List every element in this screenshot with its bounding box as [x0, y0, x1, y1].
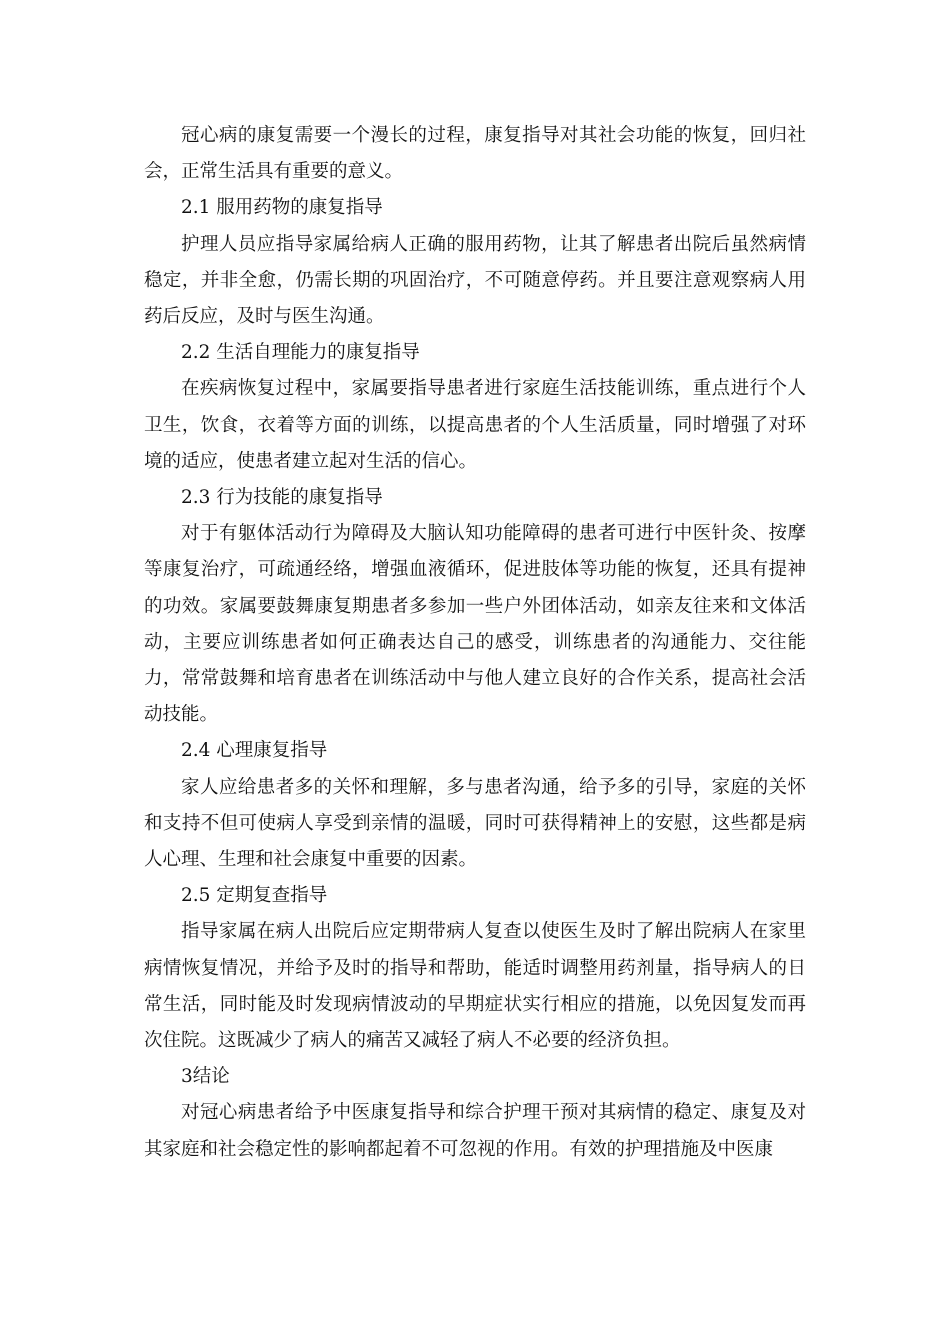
- section-heading-2-1: 2.1 服用药物的康复指导: [181, 197, 383, 219]
- paragraph-conclusion: 对冠心病患者给予中医康复指导和综合护理干预对其病情的稳定、康复及对其家庭和社会稳定性的影响都起着不可忽视的作用。有效的护理措施及中医康: [144, 1102, 806, 1160]
- paragraph-self-care: 在疾病恢复过程中，家属要指导患者进行家庭生活技能训练，重点进行个人卫生，饮食，衣着等方面的训练，以提高患者的个人生活质量，同时增强了对环境的适应，使患者建立起对生活的信心。: [144, 378, 806, 472]
- section-heading-2-3: 2.3 行为技能的康复指导: [181, 487, 383, 509]
- section-heading-2-4: 2.4 心理康复指导: [181, 740, 328, 762]
- section-heading-3: 3结论: [181, 1066, 230, 1088]
- paragraph-behavior-skills: 对于有躯体活动行为障碍及大脑认知功能障碍的患者可进行中医针灸、按摩等康复治疗，可疏通经络，增强血液循环，促进肢体等功能的恢复，还具有提神的功效。家属要鼓舞康复期患者多参加一些户外团体活动，如亲友往来和文体活动，主要应训练患者如何正确表达自己的感受，训练患者的沟通能力、交往能力，常常鼓舞和培育患者在训练活动中与他人建立良好的合作关系，提高社会活动技能。: [144, 523, 806, 726]
- section-heading-2-2: 2.2 生活自理能力的康复指导: [181, 342, 420, 364]
- paragraph-psychology: 家人应给患者多的关怀和理解，多与患者沟通，给予多的引导，家庭的关怀和支持不但可使病人享受到亲情的温暖，同时可获得精神上的安慰，这些都是病人心理、生理和社会康复中重要的因素。: [144, 776, 806, 871]
- section-heading-2-5: 2.5 定期复查指导: [181, 885, 328, 907]
- document-body: [144, 118, 806, 1168]
- paragraph-intro: 冠心病的康复需要一个漫长的过程，康复指导对其社会功能的恢复，回归社会，正常生活具有重要的意义。: [144, 125, 806, 183]
- paragraph-checkup: 指导家属在病人出院后应定期带病人复查以使医生及时了解出院病人在家里病情恢复情况，并给予及时的指导和帮助，能适时调整用药剂量，指导病人的日常生活，同时能及时发现病情波动的早期症状实行相应的措施，以免因复发而再次住院。这既减少了病人的痛苦又减轻了病人不必要的经济负担。: [144, 921, 806, 1052]
- paragraph-medication: 护理人员应指导家属给病人正确的服用药物，让其了解患者出院后虽然病情稳定，并非全愈，仍需长期的巩固治疗，不可随意停药。并且要注意观察病人用药后反应，及时与医生沟通。: [144, 233, 806, 328]
